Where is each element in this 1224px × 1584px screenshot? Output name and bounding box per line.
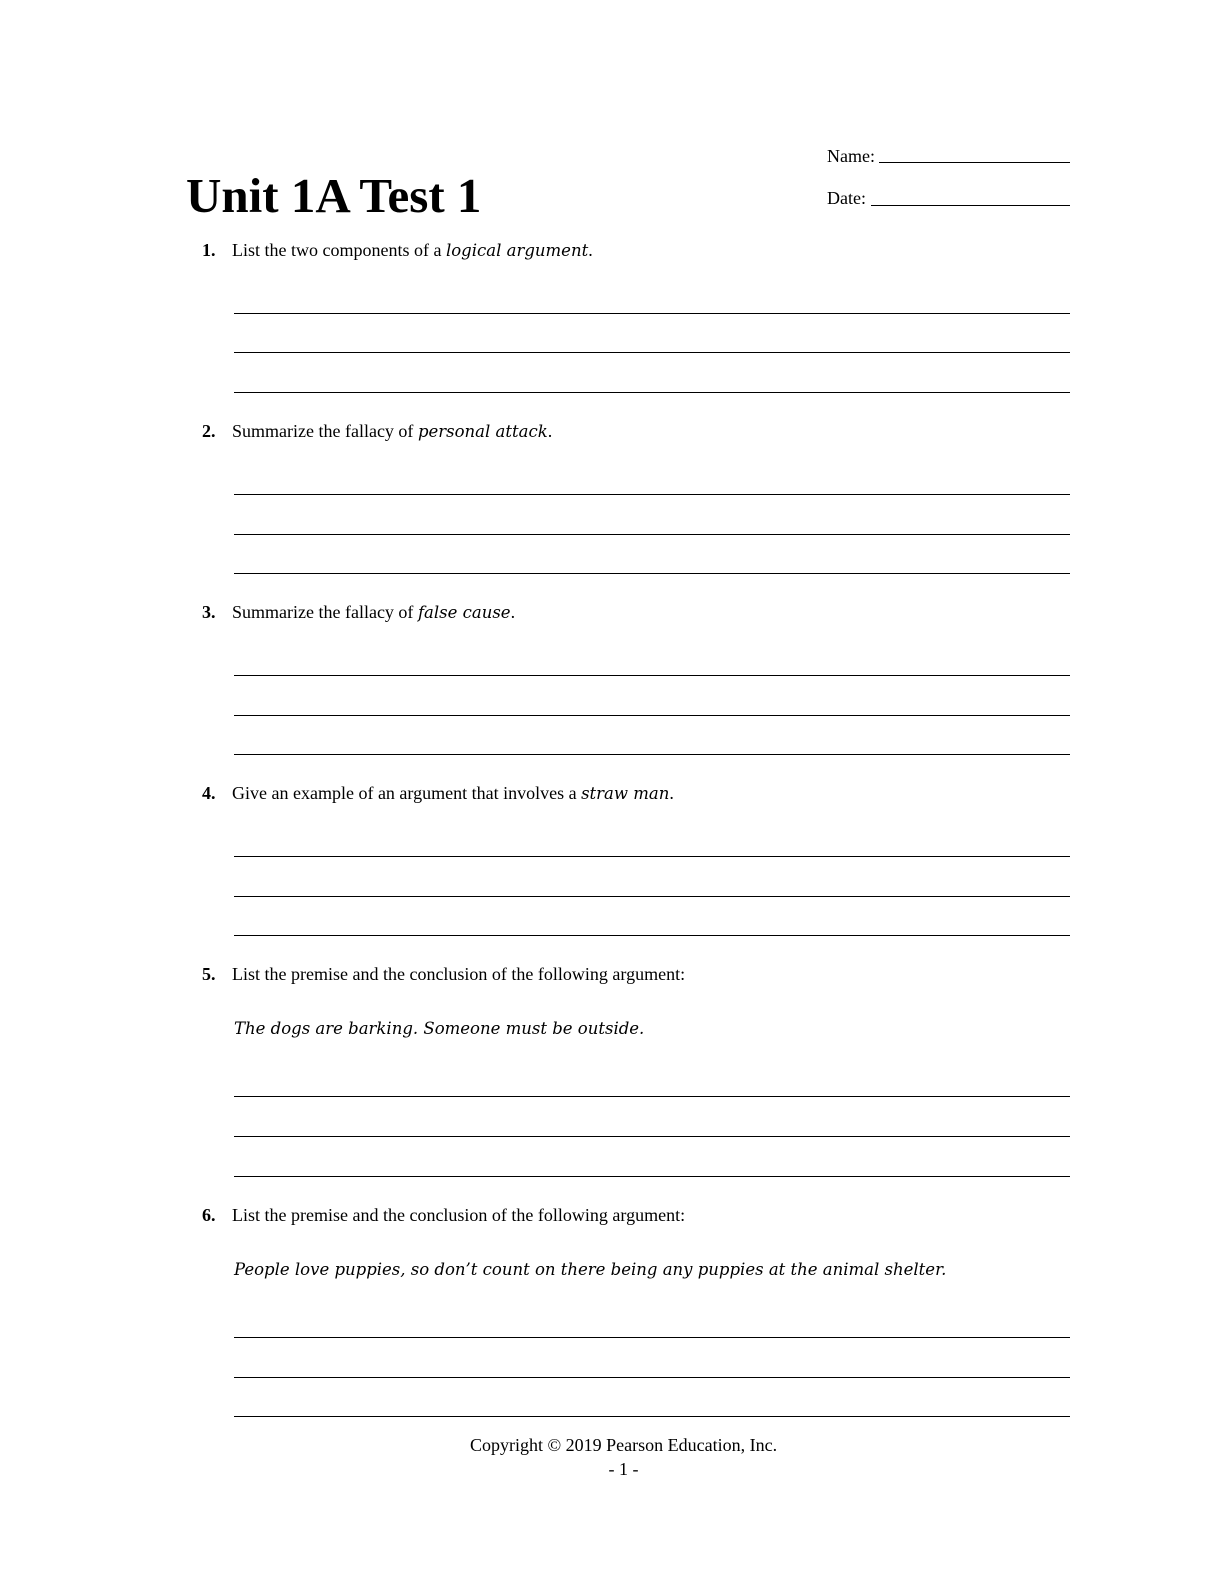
question-3-text: Summarize the fallacy of false cause. [232, 602, 516, 622]
question-2-text: Summarize the fallacy of personal attack. [232, 421, 553, 441]
name-label: Name: [827, 146, 875, 166]
question-5-number: 5. [202, 964, 216, 984]
question-4-answer-line-2[interactable] [234, 896, 1070, 897]
question-5-example-argument: The dogs are barking. Someone must be outside. [234, 1019, 645, 1038]
copyright-notice: Copyright © 2019 Pearson Education, Inc. [469, 1435, 778, 1455]
question-3-answer-line-1[interactable] [234, 675, 1070, 676]
question-5-text: List the premise and the conclusion of the following argument: [232, 964, 686, 984]
question-5-answer-line-3[interactable] [234, 1176, 1070, 1177]
question-3-number: 3. [202, 602, 216, 622]
question-1-number: 1. [202, 240, 216, 260]
question-2-answer-line-3[interactable] [234, 573, 1070, 574]
question-4-answer-line-1[interactable] [234, 856, 1070, 857]
question-6-answer-line-2[interactable] [234, 1377, 1070, 1378]
question-5-answer-line-1[interactable] [234, 1096, 1070, 1097]
question-4-answer-line-3[interactable] [234, 935, 1070, 936]
date-field[interactable] [871, 205, 1070, 206]
name-field[interactable] [879, 162, 1070, 163]
question-2-answer-line-2[interactable] [234, 534, 1070, 535]
question-1-answer-line-1[interactable] [234, 313, 1070, 314]
question-3-answer-line-3[interactable] [234, 754, 1070, 755]
question-4-text: Give an example of an argument that involves a straw man. [232, 783, 674, 803]
question-6-example-argument: People love puppies, so don’t count on there being any puppies at the animal shelter. [234, 1260, 947, 1279]
question-6-answer-line-3[interactable] [234, 1416, 1070, 1417]
question-2-answer-line-1[interactable] [234, 494, 1070, 495]
question-1-answer-line-2[interactable] [234, 352, 1070, 353]
question-1-answer-line-3[interactable] [234, 392, 1070, 393]
question-2-number: 2. [202, 421, 216, 441]
question-6-answer-line-1[interactable] [234, 1337, 1070, 1338]
date-label: Date: [827, 188, 866, 208]
question-4-number: 4. [202, 783, 216, 803]
question-5-answer-line-2[interactable] [234, 1136, 1070, 1137]
page-title: Unit 1A Test 1 [186, 168, 482, 223]
question-3-answer-line-2[interactable] [234, 715, 1070, 716]
question-6-number: 6. [202, 1205, 216, 1225]
question-1-text: List the two components of a logical argument. [232, 240, 593, 260]
page-number: - 1 - [608, 1459, 639, 1479]
question-6-text: List the premise and the conclusion of the following argument: [232, 1205, 686, 1225]
